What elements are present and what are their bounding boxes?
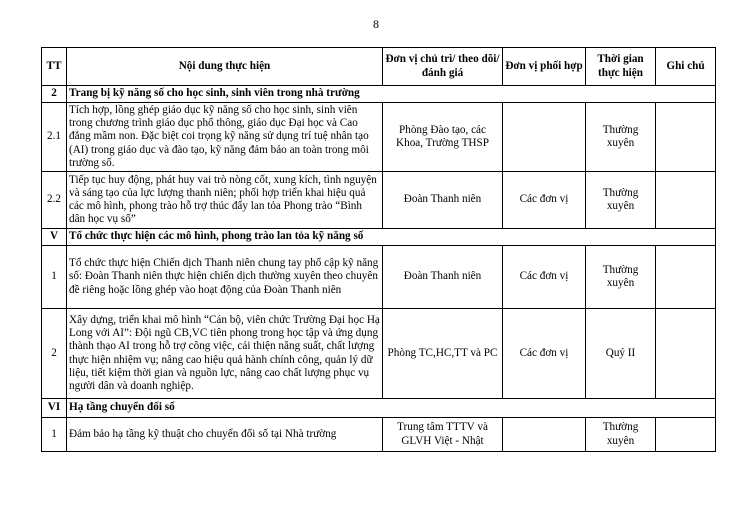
row-note [656,309,716,399]
row-content: Tổ chức thực hiện Chiến dịch Thanh niên chung tay phổ cập kỹ năng số: Đoàn Thanh niên thực hiện chiến dịch thường xuyên theo chuyên đề riêng hoặc lồng ghép vào hoạt động của Đoàn Thanh niên [67,246,383,309]
row-content: Tiếp tục huy động, phát huy vai trò nòng cốt, xung kích, tình nguyện và sáng tạo của lực lượng thanh niên; phối hợp triển khai hiệu quả các mô hình, phong trào hỗ trợ thúc đẩy lan tỏa Phong trào “Bình dân học vụ số” [67,172,383,229]
row-number: 2.1 [42,103,67,172]
row-time: Thường xuyên [586,103,656,172]
table-header-row [42,48,716,86]
row-number: 1 [42,418,67,452]
row-number: 2.2 [42,172,67,229]
row-note [656,418,716,452]
page-number: 8 [373,17,379,31]
row-lead-unit: Phòng TC,HC,TT và PC [383,309,503,399]
row-note [656,172,716,229]
section-row [42,229,716,246]
row-note [656,246,716,309]
row-content: Xây dựng, triển khai mô hình “Cán bộ, viên chức Trường Đại học Hạ Long với AI”: Đội ngũ CB,VC tiên phong trong học tập và ứng dụng thành thạo AI trong hỗ trợ công việc, cải thiện năng suất, chất lượng thực hiện nhiệm vụ; nâng cao hiệu quả hành chính công, quản lý dữ liệu, tiết kiệm thời gian và nguồn lực, nâng cao chất lượng phục vụ người dân và doanh nghiệp. [67,309,383,399]
header-tt: TT [42,48,67,86]
row-time: Quý II [586,309,656,399]
row-coordinating-unit: Các đơn vị [503,309,586,399]
row-note [656,103,716,172]
section-title: Tổ chức thực hiện các mô hình, phong trào lan tỏa kỹ năng số [67,229,716,246]
section-number: 2 [42,86,67,103]
row-number: 2 [42,309,67,399]
section-row [42,399,716,418]
header-lead-unit: Đơn vị chủ trì/ theo dõi/ đánh giá [383,48,503,86]
row-content: Đảm bảo hạ tầng kỹ thuật cho chuyển đổi số tại Nhà trường [67,418,383,452]
row-coordinating-unit [503,103,586,172]
row-coordinating-unit [503,418,586,452]
plan-table [41,47,716,452]
row-time: Thường xuyên [586,418,656,452]
table-row [42,246,716,309]
section-row [42,86,716,103]
table-row [42,418,716,452]
table-row [42,103,716,172]
row-time: Thường xuyên [586,246,656,309]
row-content: Tích hợp, lồng ghép giáo dục kỹ năng số cho học sinh, sinh viên trong chương trình giáo dục phổ thông, giáo dục Đại học và Cao đẳng mầm non. Đặc biệt coi trọng kỹ năng sử dụng trí tuệ nhân tạo (AI) trong giáo dục và đào tạo, kỹ năng đảm bảo an toàn trong môi trường số. [67,103,383,172]
row-lead-unit: Đoàn Thanh niên [383,172,503,229]
row-lead-unit: Đoàn Thanh niên [383,246,503,309]
section-title: Hạ tầng chuyển đổi số [67,399,716,418]
row-number: 1 [42,246,67,309]
row-lead-unit: Trung tâm TTTV và GLVH Việt - Nhật [383,418,503,452]
row-time: Thường xuyên [586,172,656,229]
header-time: Thời gian thực hiện [586,48,656,86]
section-number: VI [42,399,67,418]
row-coordinating-unit: Các đơn vị [503,246,586,309]
header-content: Nội dung thực hiện [67,48,383,86]
header-coordinating-unit: Đơn vị phối hợp [503,48,586,86]
section-title: Trang bị kỹ năng số cho học sinh, sinh viên trong nhà trường [67,86,716,103]
row-coordinating-unit: Các đơn vị [503,172,586,229]
table-row [42,309,716,399]
header-note: Ghi chú [656,48,716,86]
section-number: V [42,229,67,246]
row-lead-unit: Phòng Đào tạo, các Khoa, Trường THSP [383,103,503,172]
table-row [42,172,716,229]
